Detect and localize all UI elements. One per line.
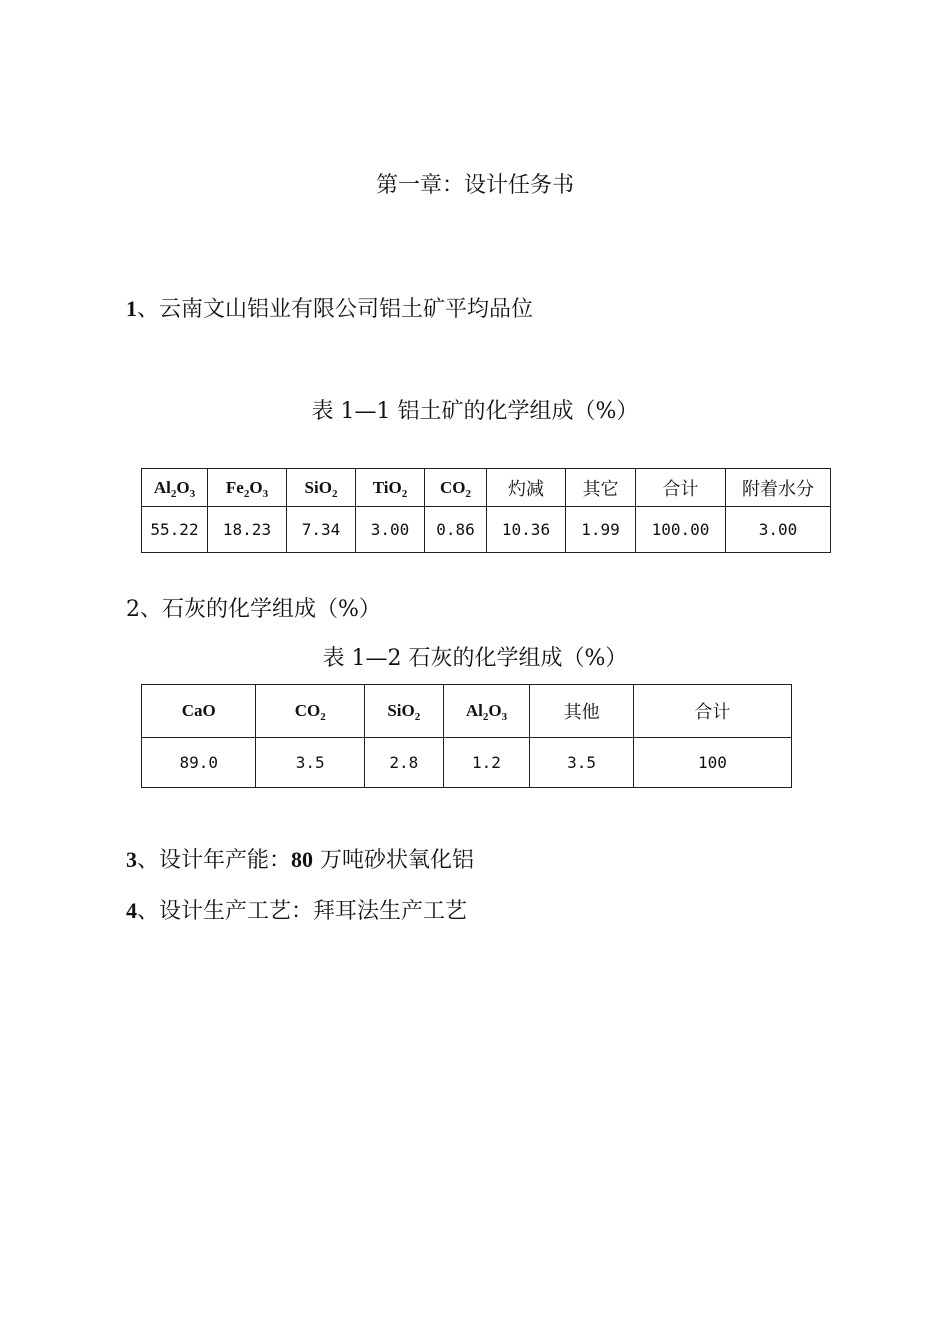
t1-value-moisture: 3.00 bbox=[726, 507, 831, 553]
chapter-title: 第一章：设计任务书 bbox=[375, 173, 574, 198]
table-2-value-row bbox=[142, 738, 792, 788]
t1-value-loss: 10.36 bbox=[487, 507, 566, 553]
t2-header-sio2: SiO$_2$ bbox=[364, 685, 443, 738]
t2-value-other: 3.5 bbox=[530, 738, 634, 788]
t2-value-total: 100 bbox=[633, 738, 791, 788]
t2-value-cao: 89.0 bbox=[142, 738, 256, 788]
t1-value-tio2: 3.00 bbox=[356, 507, 425, 553]
t2-header-cao: CaO bbox=[142, 685, 256, 738]
section-3-heading bbox=[126, 843, 474, 874]
t1-header-sio2: SiO$_2$ bbox=[287, 469, 356, 507]
table-2-header-row bbox=[142, 685, 792, 738]
table-1-value-row bbox=[142, 507, 831, 553]
t1-value-sio2: 7.34 bbox=[287, 507, 356, 553]
t2-value-co2: 3.5 bbox=[256, 738, 364, 788]
t1-value-fe2o3: 18.23 bbox=[208, 507, 287, 553]
t1-header-tio2: TiO$_2$ bbox=[356, 469, 425, 507]
section-1-text: 、云南文山铝业有限公司铝土矿平均品位 bbox=[137, 297, 534, 322]
t1-header-loss: 灼减 bbox=[487, 469, 566, 507]
t1-header-co2: $CO_2$ bbox=[425, 469, 487, 507]
t1-value-co2: 0.86 bbox=[425, 507, 487, 553]
table-lime-composition bbox=[141, 684, 792, 788]
t1-header-moisture: 附着水分 bbox=[726, 469, 831, 507]
t2-value-al2o3: 1.2 bbox=[443, 738, 530, 788]
t2-header-other: 其他 bbox=[530, 685, 634, 738]
section-4-text: 、设计生产工艺：拜耳法生产工艺 bbox=[137, 899, 468, 924]
section-3-number: 3 bbox=[126, 847, 137, 872]
t1-value-total: 100.00 bbox=[636, 507, 726, 553]
t1-header-al2o3: $Al_2O_3$ bbox=[142, 469, 208, 507]
section-1-number: 1 bbox=[126, 296, 137, 321]
section-2-heading: 2、石灰的化学组成（%） bbox=[126, 597, 381, 622]
table-1-header-row bbox=[142, 469, 831, 507]
t1-value-other: 1.99 bbox=[566, 507, 636, 553]
section-3-prefix: 、设计年产能： bbox=[137, 848, 292, 873]
section-1-heading bbox=[126, 292, 533, 323]
t2-header-co2: $CO_2$ bbox=[256, 685, 364, 738]
t2-value-sio2: 2.8 bbox=[364, 738, 443, 788]
t1-header-fe2o3: $Fe_2O_3$ bbox=[208, 469, 287, 507]
table-bauxite-composition bbox=[141, 468, 831, 553]
section-4-heading bbox=[126, 894, 467, 925]
t1-header-total: 合计 bbox=[636, 469, 726, 507]
t1-header-other: 其它 bbox=[566, 469, 636, 507]
t2-header-total: 合计 bbox=[633, 685, 791, 738]
t1-value-al2o3: 55.22 bbox=[142, 507, 208, 553]
table-1-caption: 表 1—1 铝土矿的化学组成（%） bbox=[311, 399, 639, 424]
section-3-suffix: 万吨砂状氧化铝 bbox=[313, 848, 475, 873]
section-3-capacity: 80 bbox=[291, 847, 314, 872]
t2-header-al2o3: $Al_2O_3$ bbox=[443, 685, 530, 738]
table-2-caption: 表 1—2 石灰的化学组成（%） bbox=[322, 646, 628, 671]
section-4-number: 4 bbox=[126, 898, 137, 923]
